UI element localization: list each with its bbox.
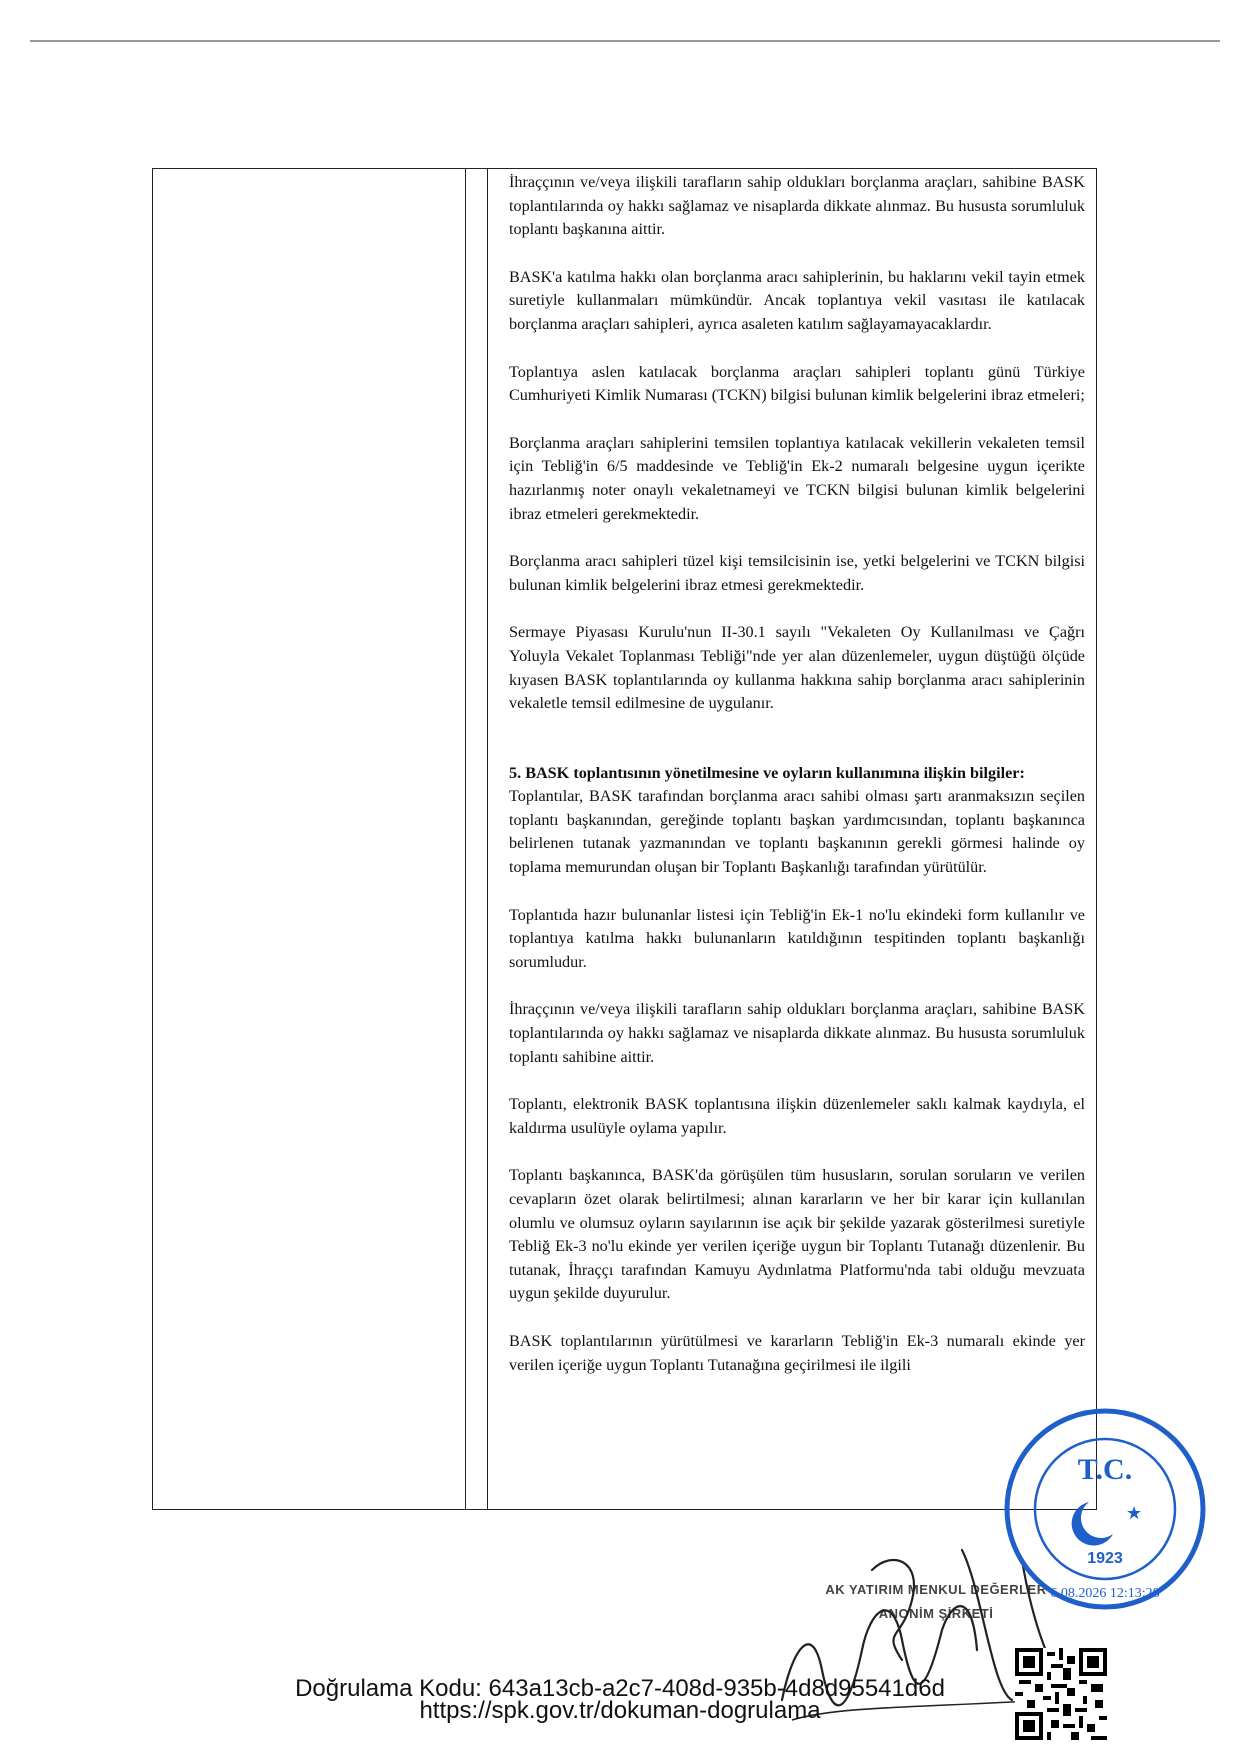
paragraph: İhraççının ve/veya ilişkili tarafların sahip oldukları borçlanma araçları, sahibine BASK toplantılarında oy hakkı sağlamaz ve nisaplarda dikkate alınmaz. Bu hususta sorumluluk toplantı sahibine aittir. (509, 1000, 1085, 1066)
paragraph: BASK'a katılma hakkı olan borçlanma aracı sahiplerinin, bu haklarını vekil tayin etmek suretiyle kullanmaları mümkündür. Ancak toplantıya vekil vasıtası ile katılacak borçlanma araçları sahipleri, ayrıca asaleten katılım sağlayamayacaklardır. (509, 267, 1085, 333)
page-top-rule (30, 40, 1220, 42)
table-column-divider-inner (487, 169, 488, 1509)
company-stamp-line2: ANONİM ŞİRKETİ (878, 1606, 994, 1621)
document-body (509, 171, 1085, 1401)
verification-code: Doğrulama Kodu: 643a13cb-a2c7-408d-935b-4d8d95541d6d (295, 1675, 945, 1702)
paragraph: Borçlanma araçları sahiplerini temsilen toplantıya katılacak vekillerin vekaleten temsil için Tebliğ'in 6/5 maddesinde ve Tebliğ'in Ek-2 numaralı belgesine uygun içerikte hazırlanmış noter onaylı vekaletnameyi ve TCKN bilgisi bulunan kimlik belgelerini ibraz etmeleri gerekmektedir. (509, 433, 1085, 523)
company-stamp-line1: AK YATIRIM MENKUL DEĞERLER (825, 1582, 1047, 1597)
paragraph: Sermaye Piyasası Kurulu'nun II-30.1 sayılı "Vekaleten Oy Kullanılması ve Çağrı Yoluyla Vekalet Toplanması Tebliği"nde yer alan düzenlemeler, uygun düştüğü ölçüde kıyasen BASK toplantılarında oy kullanma hakkına sahip borçlanma aracı sahiplerinin vekaletle temsil edilmesine de uygulanır. (509, 623, 1085, 713)
verification-url[interactable]: https://spk.gov.tr/dokuman-dogrulama (419, 1697, 821, 1724)
paragraph: Borçlanma aracı sahipleri tüzel kişi temsilcisinin ise, yetki belgelerini ve TCKN bilgisi bulunan kimlik belgelerini ibraz etmesi gerekmektedir. (509, 552, 1085, 594)
paragraph: Toplantıya aslen katılacak borçlanma araçları sahipleri toplantı günü Türkiye Cumhuriyeti Kimlik Numarası (TCKN) bilgisi bulunan kimlik belgelerini ibraz etmeleri; (509, 362, 1085, 405)
svg-text:★: ★ (1126, 1503, 1143, 1524)
document-table (152, 168, 1097, 1510)
table-column-divider (465, 169, 466, 1509)
paragraph: Toplantıda hazır bulunanlar listesi için Tebliğ'in Ek-1 no'lu ekindeki form kullanılır ve toplantıya katılma hakkı bulunanların katıldığının tespitinden toplantı başkanlığı sorumludur. (509, 905, 1085, 971)
paragraph: Toplantı, elektronik BASK toplantısına ilişkin düzenlemeler saklı kalmak kaydıyla, el kaldırma usulüyle oylama yapılır. (509, 1095, 1085, 1137)
section-heading: 5. BASK toplantısının yönetilmesine ve oyların kullanımına ilişkin bilgiler: (509, 763, 1025, 782)
seal-center-text: T.C. (1077, 1453, 1133, 1486)
verification-block (270, 1675, 970, 1724)
paragraph: BASK toplantılarının yürütülmesi ve kararların Tebliğ'in Ek-3 numaralı ekinde yer verilen içeriğe uygun Toplantı Tutanağına geçirilmesi ile ilgili (509, 1331, 1085, 1374)
paragraph: İhraççının ve/veya ilişkili tarafların sahip oldukları borçlanma araçları, sahibine BASK toplantılarında oy hakkı sağlamaz ve nisaplarda dikkate alınmaz. Bu hususta sorumluluk toplantı başkanına aittir. (509, 173, 1085, 239)
paragraph: Toplantı başkanınca, BASK'da görüşülen tüm hususların, sorulan soruların ve verilen cevapların özet olarak belirtilmesi; alınan kararların ve her bir karar için kullanılan olumlu ve olumsuz oyların sayılarının ise açık bir şekilde yazarak gösterilmesi suretiyle Tebliğ Ek-3 no'lu ekinde yer verilen içeriğe uygun bir Toplantı Tutanağı düzenlenir. Bu tutanak, İhraççı tarafından Kamuyu Aydınlatma Platformu'nda tabi olduğu mevzuata uygun şekilde duyurulur. (509, 1166, 1085, 1303)
seal-year: 1923 (1087, 1550, 1123, 1567)
qr-code (1015, 1648, 1107, 1740)
seal-timestamp: 6.08.2026 12:13:28 (1050, 1586, 1160, 1601)
spacer (509, 740, 1085, 762)
paragraph: Toplantılar, BASK tarafından borçlanma aracı sahibi olması şartı aranmaksızın seçilen toplantı başkanından, gereğinde toplantı başkan yardımcısından, toplantı başkanınca belirlenen tutanak yazmanından ve toplantı başkanının gerekli görmesi halinde oy toplama memurundan oluşan bir Toplantı Başkanlığı tarafından yürütülür. (509, 787, 1085, 877)
official-seal (1003, 1407, 1207, 1611)
